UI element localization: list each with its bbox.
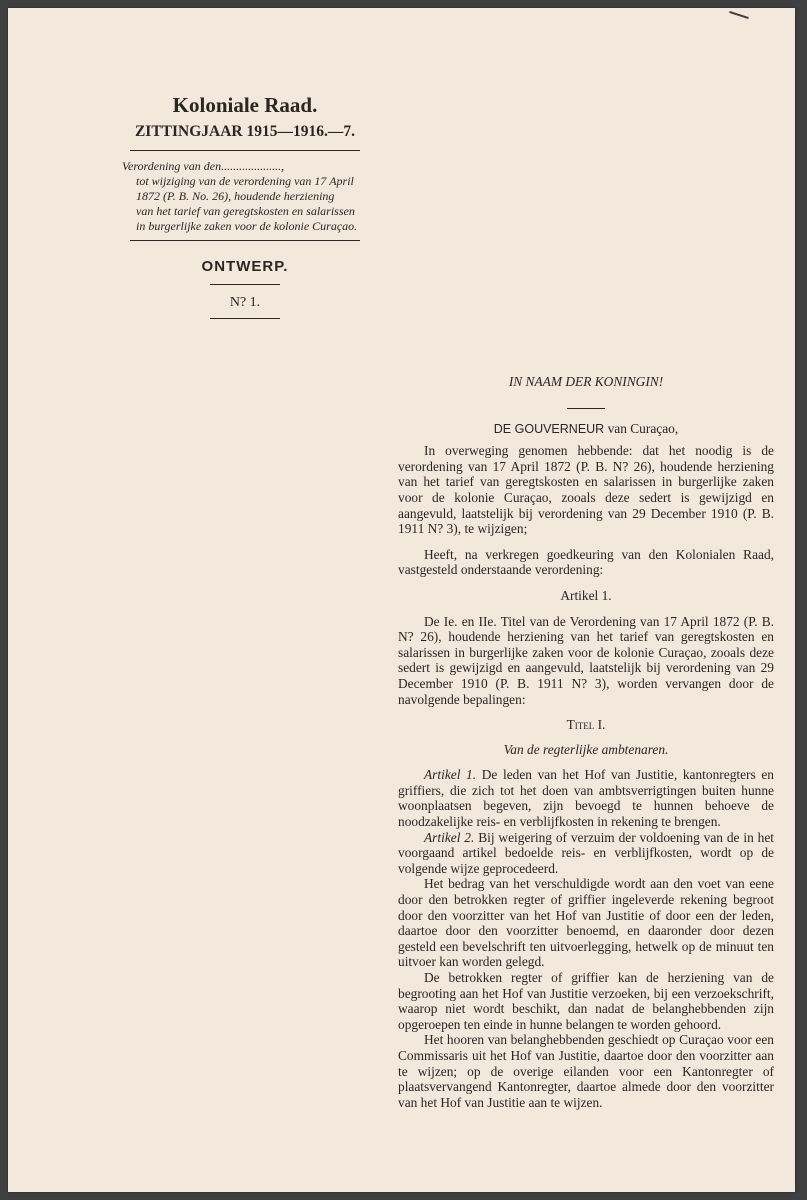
article-2-para-3: Het bedrag van het verschuldigde wordt aan den voet van eene door den betrokken regter of griffier ingeleverde rekening begroot door den voorzitter van het Hof van Justitie of door een der leden, daartoe door den voorzitter benoemd, en daaronder door dezen gesteld een bevelschrift ten uitvoerlegging, hetwelk op de minuut ten uitvoer kan worden gelegd. xyxy=(398,876,774,970)
article-2-para-5: Het hooren van belanghebbenden geschiedt op Curaçao voor een Commissaris uit het Hof van Justitie, daartoe door den voorzitter aan te wijzen; op de overige eilanden voor een Kantonregter of plaatsvervangend Kantonregter, daartoe almede door den voorzitter van het Hof van Justitie aan te wijzen. xyxy=(398,1032,774,1110)
artikel-1-heading: Artikel 1. xyxy=(560,587,612,603)
ordinance-body xyxy=(398,374,774,1110)
preamble-considering: In overweging genomen hebbende: dat het noodig is de verordening van 17 April 1872 (P. B. N? 26), houdende herziening van het tarief van geregtskosten en salarissen in burgerlijke zaken voor de kolonie Curaçao, zooals deze sedert is gewijzigd en aangevuld, laatstelijk bij verordening van 29 December 1910 (P. B. 1911 N? 3), te wijzigen; xyxy=(398,443,774,537)
draft-number: N? 1. xyxy=(229,295,261,310)
preamble-adopted: Heeft, na verkregen goedkeuring van den Kolonialen Raad, vastgesteld onderstaande verordening: xyxy=(398,546,774,578)
ordinance-description xyxy=(120,159,370,234)
divider-rule xyxy=(210,318,280,319)
invocation: IN NAAM DER KONINGIN! xyxy=(508,374,664,389)
session-year: ZITTINGJAAR 1915—1916.—7. xyxy=(134,123,356,140)
divider-rule xyxy=(210,284,280,285)
article-2-label: Artikel 2. xyxy=(424,829,475,845)
article-2-paragraph xyxy=(398,830,774,877)
divider-rule xyxy=(567,408,605,409)
draft-label: ONTWERP. xyxy=(201,258,289,275)
article-2-para-4: De betrokken regter of griffier kan de herziening van de begrooting aan het Hof van Justitie verzoeken, bij een verzoekschrift, waarop niet wordt beschikt, dan nadat de belanghebbenden zijn opgeroepen ten einde in hunne belangen te worden gehoord. xyxy=(398,970,774,1032)
article-2-text: Bij weigering of verzuim der voldoening van de in het voorgaand artikel bedoelde reis- en verblijfkosten, wordt op de volgende wijze geprocedeerd. xyxy=(398,829,774,876)
corner-mark xyxy=(729,11,749,19)
description-line: van het tarief van geregtskosten en salarissen xyxy=(136,204,355,218)
article-1-paragraph xyxy=(398,767,774,829)
article-1-label: Artikel 1. xyxy=(424,767,477,783)
description-line: 1872 (P. B. No. 26), houdende herziening xyxy=(136,189,335,203)
council-title: Koloniale Raad. xyxy=(172,93,318,117)
document-page xyxy=(8,8,795,1192)
left-header-block xyxy=(120,92,370,319)
governor-rest: van Curaçao, xyxy=(604,420,679,436)
governor-line xyxy=(398,421,774,438)
artikel-1-text: De Ie. en IIe. Titel van de Verordening van 17 April 1872 (P. B. N? 26), houdende herziening van het tarief van geregtskosten en salarissen in burgerlijke zaken voor de kolonie Curaçao, zooals deze sedert is gewijzigd en aangevuld, laatstelijk bij verordening van 29 December 1910 (P. B. 1911 N? 3), worden vervangen door de navolgende bepalingen: xyxy=(398,613,774,707)
governor-caps: DE GOUVERNEUR xyxy=(493,421,605,436)
article-1-text: De leden van het Hof van Justitie, kantonregters en griffiers, die zich tot het doen van ambtsverrigtingen buiten hunne woonplaatsen begeven, zijn bevoegd te hunnen behoeve de noodzakelijke reis- en verblijfkosten in rekening te brengen. xyxy=(398,767,774,830)
titel-heading: Titel I. xyxy=(566,717,606,733)
description-line: tot wijziging van de verordening van 17 April xyxy=(136,174,354,188)
divider-rule xyxy=(130,150,360,151)
divider-rule xyxy=(130,240,360,241)
description-line: Verordening van den...................., xyxy=(122,159,285,173)
titel-subheading: Van de regterlijke ambtenaren. xyxy=(503,741,669,757)
description-line: in burgerlijke zaken voor de kolonie Curaçao. xyxy=(136,219,358,233)
